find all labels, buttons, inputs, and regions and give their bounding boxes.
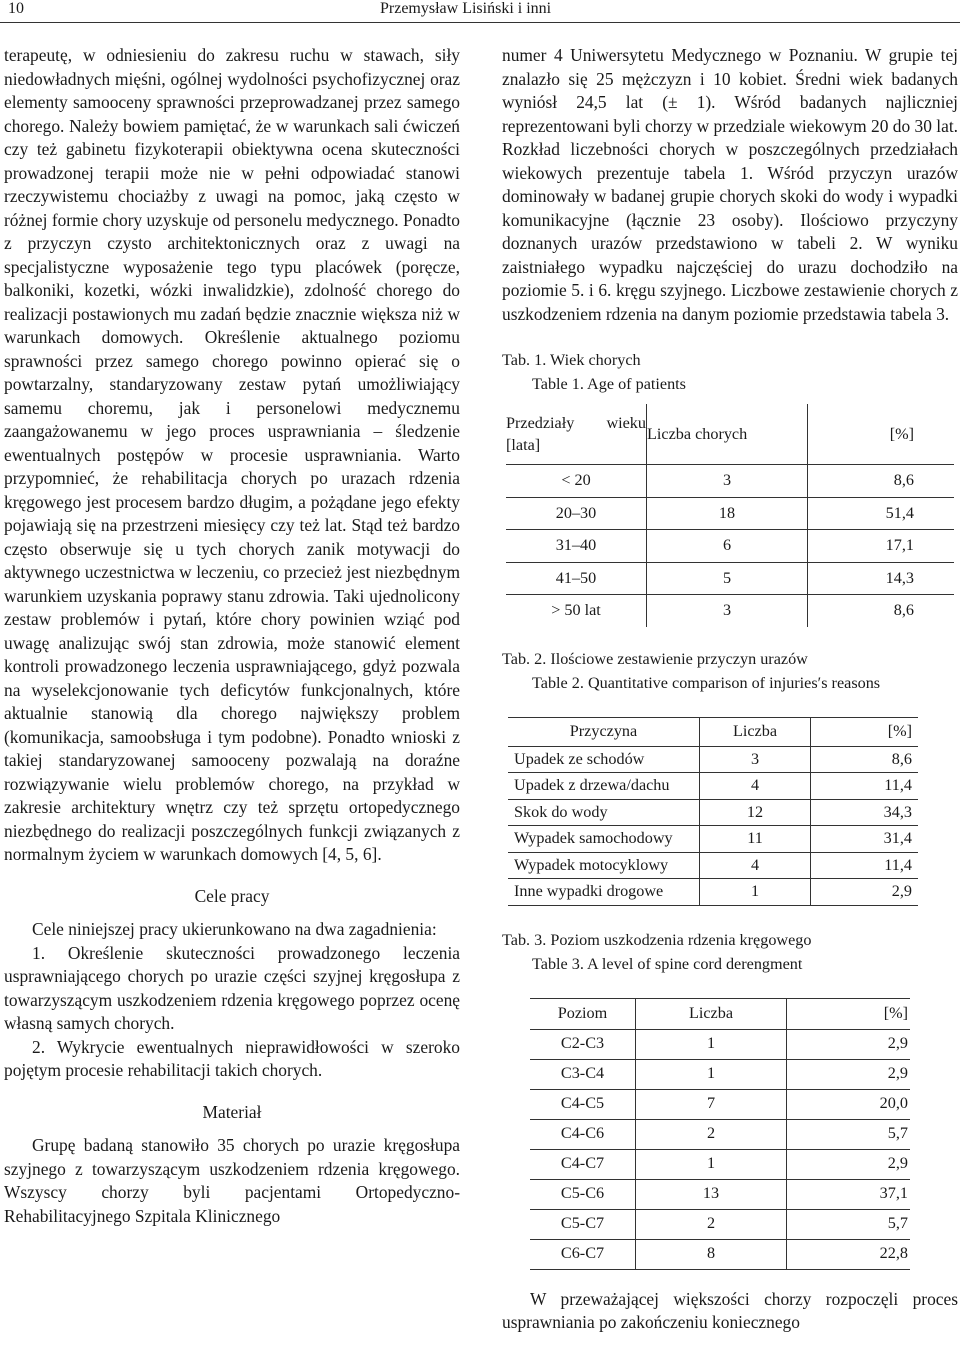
table-row: [506, 562, 954, 595]
table-row: [530, 1119, 910, 1149]
table-header-row: [506, 404, 954, 465]
table3-caption-pl: Tab. 3. Poziom uszkodzenia rdzenia kręgowego: [502, 930, 812, 949]
table-header-cell: Poziom: [530, 998, 636, 1029]
aims-intro: Cele niniejszej pracy ukierunkowano na dwa zagadnienia:: [32, 919, 437, 939]
table-cell: C6-C7: [530, 1239, 636, 1269]
body-paragraph-right-bottom: W przeważającej większości chorzy rozpoczęli proces usprawniania po zakończeniu koniecznego: [502, 1288, 958, 1332]
table-cell: 2: [636, 1119, 787, 1149]
table-cell: 1: [636, 1149, 787, 1179]
body-paragraph-right: numer 4 Uniwersytetu Medycznego w Poznaniu. W grupie tej znalazło się 25 mężczyzn i 10 kobiet. Średni wiek badanych wyniósł 24,5 lat (± 1). Wśród badanych najliczniej reprezentowani byli chorzy w przedziale wiekowym 20 do 30 lat. Rozkład liczebności chorych w poszczególnych przedziałach wiekowych prezentuje tabela 1. Wśród przyczyn urazów dominowały w badanej grupie chorych skoki do wody i wypadki komunikacyjne (łącznie 23 osoby). Ilościowo przyczyny doznanych urazów przedstawiono w tabeli 2. W wyniku zaistniałego wypadku najczęściej do urazu dochodziło na poziomie 5. i 6. kręgu szyjnego. Liczbowe zestawienie chorych z uszkodzeniem rdzenia na danym poziomie przedstawia tabela 3.: [502, 45, 958, 324]
table-row: [506, 465, 954, 498]
table-cell: 37,1: [787, 1179, 911, 1209]
table-row: [530, 1059, 910, 1089]
table-cell: 11,4: [811, 773, 919, 800]
running-head: Przemysław Lisiński i inni: [380, 0, 552, 17]
table2-caption-pl: Tab. 2. Ilościowe zestawienie przyczyn urazów: [502, 649, 808, 668]
table-injury-reasons: [508, 717, 918, 906]
table-cell: 1: [636, 1029, 787, 1059]
table-cell: 5,7: [787, 1209, 911, 1239]
table-cell: 4: [700, 773, 811, 800]
table-cell: 5,7: [787, 1119, 911, 1149]
table-cell: 31,4: [811, 826, 919, 853]
table-cell: 3: [647, 595, 808, 627]
table-cell: 3: [700, 746, 811, 773]
table-cell: C3-C4: [530, 1059, 636, 1089]
header-rule: [0, 22, 960, 23]
table-cell: 22,8: [787, 1239, 911, 1269]
table-cell: Inne wypadki drogowe: [508, 879, 700, 906]
table-cell: 2,9: [787, 1029, 911, 1059]
table-cell: 20–30: [506, 497, 647, 530]
table-cell: 12: [700, 799, 811, 826]
table-row: [530, 1209, 910, 1239]
section-heading-material: Materiał: [202, 1101, 262, 1122]
table-row: [508, 746, 918, 773]
table-row: [530, 1029, 910, 1059]
left-column: [4, 44, 460, 1228]
table2-caption-en: Table 2. Quantitative comparison of injuries′s reasons: [532, 673, 881, 692]
table-cell: C4-C5: [530, 1089, 636, 1119]
table-cell: 8,6: [811, 746, 919, 773]
table-cell: 31–40: [506, 530, 647, 563]
table-cell: 8,6: [808, 465, 955, 498]
table-spine-cord-level: [530, 998, 910, 1270]
table-header-row: [508, 717, 918, 746]
table-cell: 2,9: [811, 879, 919, 906]
table-cell: Upadek z drzewa/dachu: [508, 773, 700, 800]
table-cell: 14,3: [808, 562, 955, 595]
table-cell: Upadek ze schodów: [508, 746, 700, 773]
table-cell: 13: [636, 1179, 787, 1209]
table-cell: 41–50: [506, 562, 647, 595]
table-cell: 6: [647, 530, 808, 563]
table-header-cell: [%]: [808, 404, 955, 465]
table-cell: 7: [636, 1089, 787, 1119]
table-row: [506, 497, 954, 530]
table-cell: Skok do wody: [508, 799, 700, 826]
section-heading-aims: Cele pracy: [194, 885, 270, 906]
table-cell: 51,4: [808, 497, 955, 530]
table-cell: > 50 lat: [506, 595, 647, 627]
material-paragraph: Grupę badaną stanowiło 35 chorych po urazie kręgosłupa szyjnego z towarzyszącym uszkodzeniem rdzenia kręgowego. Wszyscy chorzy byli pacjentami Ortopedyczno-Rehabilitacyjnego Szpitala Klinicznego: [4, 1135, 460, 1226]
table-row: [508, 773, 918, 800]
table-header-cell: Liczba chorych: [647, 404, 808, 465]
right-column: [502, 44, 958, 1335]
table-row: [508, 826, 918, 853]
table-row: [508, 799, 918, 826]
table-cell: 1: [636, 1059, 787, 1089]
aim-item-1: 1. Określenie skuteczności prowadzonego leczenia usprawniającego chorych po urazie części szyjnej kręgosłupa z towarzyszącym uszkodzeniem rdzenia kręgowego poprzez ocenę własną samych chorych.: [4, 942, 460, 1033]
table3-caption-en: Table 3. A level of spine cord derengment: [532, 954, 803, 973]
table-cell: 3: [647, 465, 808, 498]
table-cell: C5-C7: [530, 1209, 636, 1239]
table1-caption-en: Table 1. Age of patients: [532, 375, 686, 393]
table-cell: C5-C6: [530, 1179, 636, 1209]
table-row: [508, 852, 918, 879]
table-cell: 11: [700, 826, 811, 853]
table-cell: 2: [636, 1209, 787, 1239]
table-cell: 1: [700, 879, 811, 906]
table-cell: 34,3: [811, 799, 919, 826]
table-cell: 2,9: [787, 1059, 911, 1089]
table-cell: C2-C3: [530, 1029, 636, 1059]
page-header: [0, 0, 960, 22]
table-cell: Wypadek samochodowy: [508, 826, 700, 853]
table-row: [508, 879, 918, 906]
table-cell: 17,1: [808, 530, 955, 563]
body-paragraph: terapeutę, w odniesieniu do zakresu ruchu w stawach, siły niedowładnych mięśni, ogólnej wydolności psychofizycznej oraz elementy samooceny sprawności przeprowadzanej przez samego chorego. Należy bowiem pamiętać, że w warunkach sali ćwiczeń czy też gabinetu fizykoterapii obiektywna ocena skuteczności prowadzonej terapii może nie w pełni odpowiadać stanowi rzeczywistemu chociażby z uwagi na pomoc, jaką często w różnej formie chory uzyskuje od personelu medycznego. Ponadto z przyczyn czysto architektonicznych oraz z uwagi na specjalistyczne wyposażenie tego typu placówek (poręcze, balkoniki, kozetki, wózki inwalidzkie), zdolność chorego do realizacji postawionych mu zadań będzie znacznie większa niż w warunkach domowych. Określenie aktualnego poziomu sprawności przez samego chorego powinno opierać się o powtarzalny, standaryzowany zestaw pytań umożliwiający samemu choremu, jak i personelowi medycznemu zaangażowanemu w jego proces usprawniania – śledzenie ewentualnych postępów w procesie usprawniania. Warto przypomnieć, że rehabilitacja chorych po urazach rdzenia kręgowego jest procesem bardzo długim, a pożądane jego efekty pojawiają się na przestrzeni miesięcy czy też lat. Stąd też bardzo często obserwuje się u tych chorych zanik motywacji do aktywnego uczestnictwa w leczeniu, co przecież jest niezbędnym warunkiem uzyskania poprawy stanu zdrowia. Taki ujednolicony zestaw problemów i pytań, które chory powinien wziąć pod uwagę analizując swój stan zdrowia, może stanowić element kontroli prowadzonego leczenia usprawniającego, gdyż pozwala na wyselekcjonowanie tych deficytów funkcjonalnych, które aktualnie stanowią dla chorego największy problem (komunikacja, samoobsługa i tym podobne). Ponadto wnioski z takiej standaryzowanej samooceny pozwalają na doraźne rozwiązywanie wielu problemów chorego, na przykład w zakresie architektury wnętrz czy też sprzętu ortopedycznego niezbędnego do realizacji poszczególnych funkcji związanych z normalnym życiem w warunkach domowych [4, 5, 6].: [4, 45, 460, 864]
table-row: [530, 1239, 910, 1269]
table-cell: 8,6: [893, 601, 914, 619]
table-cell: Wypadek motocyklowy: [508, 852, 700, 879]
table-row: [506, 530, 954, 563]
table1-caption-pl: Tab. 1. Wiek chorych: [502, 351, 641, 369]
page-number: 10: [8, 0, 24, 17]
table-cell: 5: [647, 562, 808, 595]
table-cell: 20,0: [787, 1089, 911, 1119]
table-row: [530, 1179, 910, 1209]
table-header-cell: Przedziały wieku [lata]: [506, 404, 647, 465]
table-header-cell: [%]: [811, 717, 919, 746]
table-header-cell: Liczba: [700, 717, 811, 746]
table-cell: 18: [647, 497, 808, 530]
table-header-cell: Przyczyna: [508, 717, 700, 746]
table-row: [530, 1089, 910, 1119]
table-header-cell: [%]: [787, 998, 911, 1029]
table-cell: 8: [636, 1239, 787, 1269]
table-cell: 4: [700, 852, 811, 879]
table-cell: 11,4: [811, 852, 919, 879]
table-row: [530, 1149, 910, 1179]
aim-item-2: 2. Wykrycie ewentualnych nieprawidłowości w szeroko pojętym procesie rehabilitacji takich chorych.: [4, 1036, 460, 1080]
table-cell: C4-C7: [530, 1149, 636, 1179]
table-cell: C4-C6: [530, 1119, 636, 1149]
table-age-of-patients: [506, 404, 954, 627]
table-cell: < 20: [506, 465, 647, 498]
table-header-row: [530, 998, 910, 1029]
table-row: [506, 595, 954, 627]
table-cell: 2,9: [787, 1149, 911, 1179]
table-header-cell: Liczba: [636, 998, 787, 1029]
